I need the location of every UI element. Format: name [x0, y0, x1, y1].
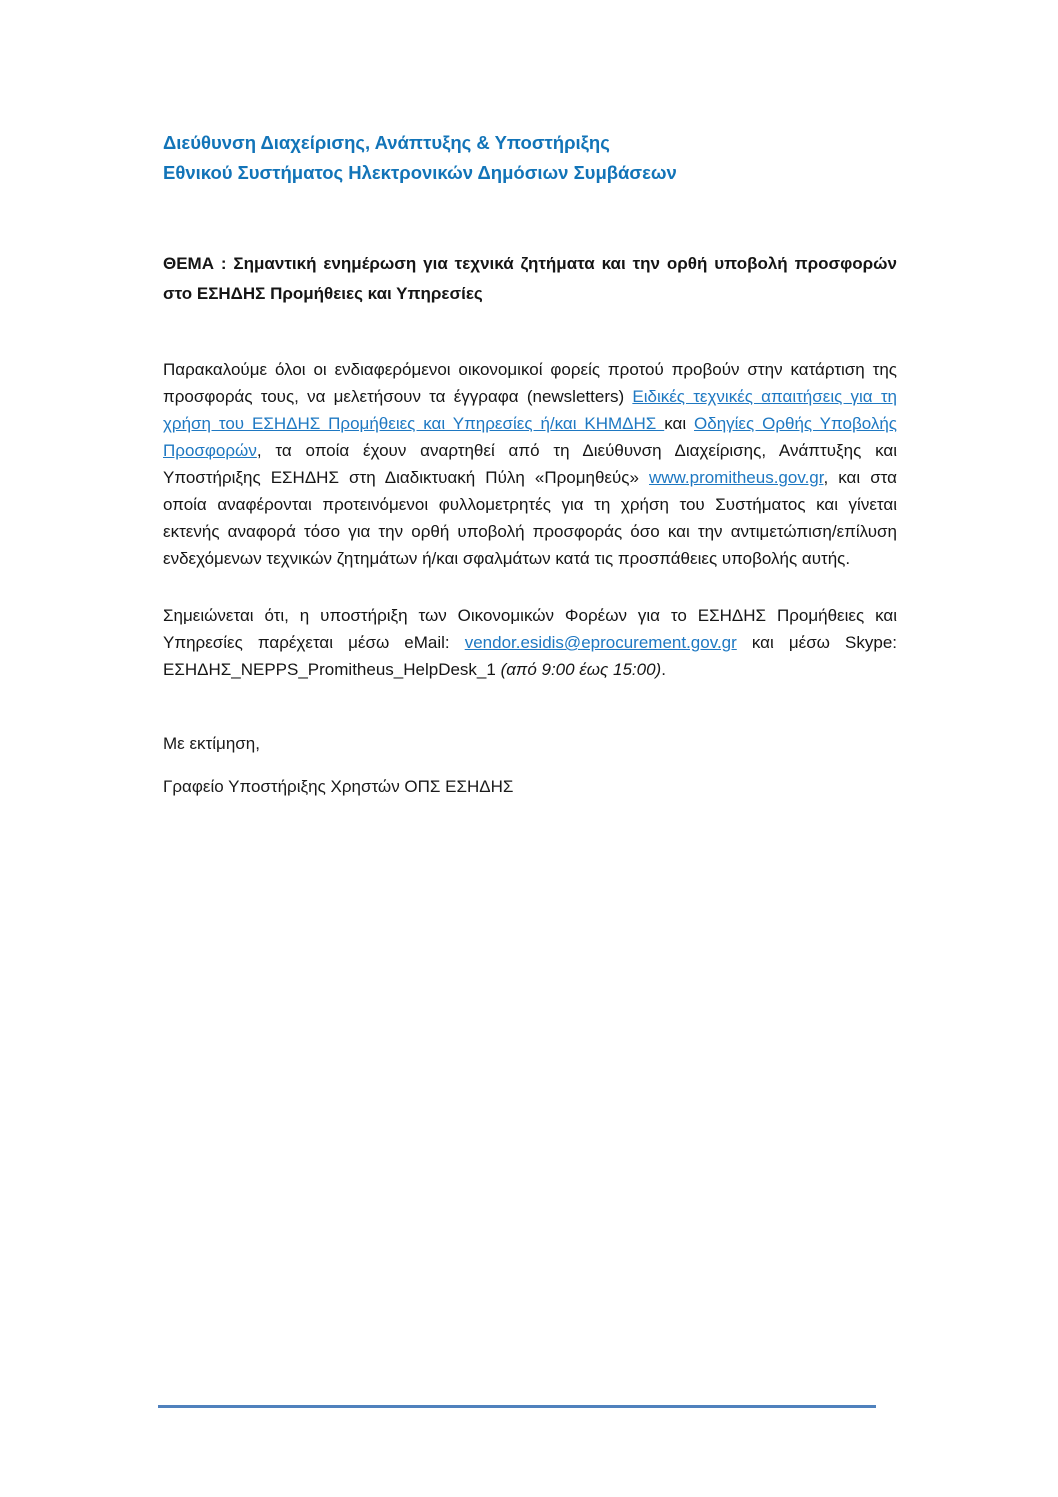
paragraph-2-text-3: . — [661, 660, 666, 679]
subject-line: ΘΕΜΑ : Σημαντική ενημέρωση για τεχνικά ζητήματα και την ορθή υποβολή προσφορών στο ΕΣΗΔΗΣ Προμήθειες και Υπηρεσίες — [163, 254, 897, 303]
paragraph-1-text-1: Παρακαλούμε όλοι οι ενδιαφερόμενοι οικονομικοί φορείς προτού προβούν στην κατάρτιση της προσφοράς τους, να μελετήσουν τα έγγραφα (newsletters) — [163, 360, 897, 406]
letterhead-line-2: Εθνικού Συστήματος Ηλεκτρονικών Δημόσιων Συμβάσεων — [163, 162, 677, 183]
closing-signature: Γραφείο Υποστήριξης Χρηστών ΟΠΣ ΕΣΗΔΗΣ — [163, 777, 514, 796]
closing-salutation: Με εκτίμηση, — [163, 734, 260, 753]
body-paragraph-1 — [163, 356, 897, 572]
paragraph-1-text-4: , και στα οποία αναφέρονται προτεινόμενοι φυλλομετρητές για τη χρήση του Συστήματος και γίνεται εκτενής αναφορά τόσο για την ορθή υποβολή προσφοράς όσο και την αντιμετώπιση/επίλυση ενδεχόμενων τεχνικών ζητημάτων ή/και σφαλμάτων κατά τις προσπάθειες υποβολής αυτής. — [163, 468, 897, 568]
link-promitheus-website[interactable]: www.promitheus.gov.gr — [649, 468, 824, 487]
paragraph-2-hours: (από 9:00 έως 15:00) — [500, 660, 662, 679]
footer-divider — [158, 1405, 876, 1408]
link-proper-submission-guidelines[interactable]: Οδηγίες Ορθής Υποβολής Προσφορών — [163, 414, 898, 460]
letterhead-line-1: Διεύθυνση Διαχείρισης, Ανάπτυξης & Υποστήριξης — [163, 132, 610, 153]
paragraph-2-text-1: Σημειώνεται ότι, η υποστήριξη των Οικονομικών Φορέων για το ΕΣΗΔΗΣ Προμήθειες και Υπηρεσίες παρέχεται μέσω eMail: — [163, 606, 897, 652]
body-paragraph-2 — [163, 602, 897, 683]
link-support-email[interactable]: vendor.esidis@eprocurement.gov.gr — [464, 633, 737, 652]
letterhead — [163, 128, 897, 188]
paragraph-2-text-2: και μέσω Skype: ΕΣΗΔΗΣ_NEPPS_Promitheus_HelpDesk_1 — [163, 633, 897, 679]
paragraph-1-text-2: και — [664, 414, 695, 433]
paragraph-1-text-3: , τα οποία έχουν αναρτηθεί από τη Διεύθυνση Διαχείρισης, Ανάπτυξης και Υποστήριξης ΕΣΗΔΗΣ στη Διαδικτυακή Πύλη «Προμηθεύς» — [163, 441, 897, 487]
link-technical-requirements[interactable]: Ειδικές τεχνικές απαιτήσεις για τη χρήση του ΕΣΗΔΗΣ Προμήθειες και Υπηρεσίες ή/και ΚΗΜΔΗΣ — [163, 387, 897, 433]
